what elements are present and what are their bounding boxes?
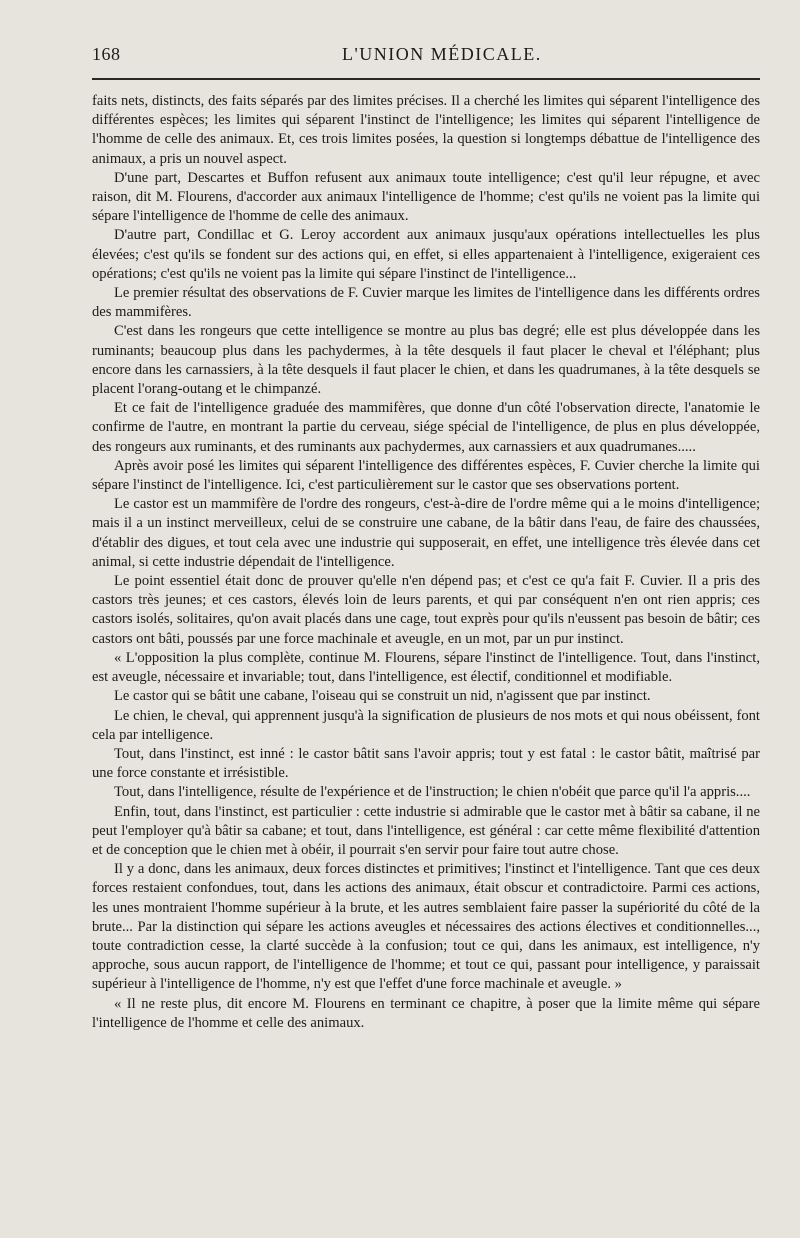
paragraph: Après avoir posé les limites qui séparent l'intelligence des différentes espèces, F. Cuvier cherche la limite qui sépare l'instinct de l'intelligence. Ici, c'est particulièrement sur le castor que ses observations portent. [92, 457, 760, 494]
journal-title: L'UNION MÉDICALE. [342, 44, 542, 64]
paragraph: D'autre part, Condillac et G. Leroy accordent aux animaux jusqu'aux opérations intellectuelles les plus élevées; c'est qu'ils se fondent sur des actions qui, en effet, si elles appartenaient à l'intelligence, exigeraient ces opérations; c'est qu'ils ne voient pas la limite qui sépare l'instinct de l'intelligence... [92, 227, 760, 282]
quote-paragraph: « Il ne reste plus, dit encore M. Flourens en terminant ce chapitre, à poser que la limite même qui sépare l'intelligence de l'homme et celle des animaux. [92, 995, 760, 1031]
quote-paragraph: « L'opposition la plus complète, continue M. Flourens, sépare l'instinct de l'intelligence. Tout, dans l'instinct, est aveugle, nécessaire et invariable; tout, dans l'intelligence, est électif, conditionnel et modifiable. [92, 649, 760, 686]
paragraph: Le premier résultat des observations de F. Cuvier marque les limites de l'intelligence dans les différents ordres des mammifères. [92, 285, 760, 321]
page-header [92, 38, 760, 68]
article-body [92, 92, 760, 1033]
paragraph: faits nets, distincts, des faits séparés par des limites précises. Il a cherché les limites qui séparent l'intelligence des différentes espèces; les limites qui séparent l'instinct de l'intelligence; les limites qui séparent l'intelligence de l'homme de celle des animaux. Et, ces trois limites posées, la question si longtemps débattue de l'intelligence des animaux, a pris un nouvel aspect. [92, 93, 760, 167]
page-number: 168 [92, 44, 121, 64]
paragraph: Le point essentiel était donc de prouver qu'elle n'en dépend pas; et c'est ce qu'a fait F. Cuvier. Il a pris des castors très jeunes; et ces castors, élevés loin de leurs parents, et qui par conséquent n'en ont rien appris; ces castors isolés, solitaires, qu'on avait placés dans une cage, tout exprès pour qu'ils n'eussent pas besoin de bâtir; ces castors ont bâti, poussés par une force machinale et aveugle, en un mot, par un pur instinct. [92, 573, 760, 647]
paragraph: D'une part, Descartes et Buffon refusent aux animaux toute intelligence; c'est qu'il leur répugne, et avec raison, dit M. Flourens, d'accorder aux animaux l'intelligence de l'homme; c'est qu'ils ne voient pas la limite qui sépare l'intelligence de l'homme de celle des animaux. [92, 169, 760, 225]
quote-paragraph: Tout, dans l'instinct, est inné : le castor bâtit sans l'avoir appris; tout y est fatal : le castor bâtit, maîtrisé par une force constante et irrésistible. [92, 745, 760, 782]
quote-paragraph: Tout, dans l'intelligence, résulte de l'expérience et de l'instruction; le chien n'obéit que parce qu'il l'a appris.... [114, 784, 751, 801]
quote-paragraph: Il y a donc, dans les animaux, deux forces distinctes et primitives; l'instinct et l'intelligence. Tant que ces deux forces restaient confondues, tout, dans les actions des animaux, était obscur et contradictoire. Parmi ces actions, les unes montraient l'homme supérieur à la brute, et les autres semblaient faire passer la supériorité du côté de la brute... Par la distinction qui sépare les actions aveugles et nécessaires des actions électives et conditionnelles..., toute contradiction cesse, la clarté succède à la confusion; tout ce qui, dans les animaux, est intelligence, n'y approche, sous aucun rapport, de l'intelligence de l'homme; et tout ce qui, passant pour intelligence, y paraissait supérieur à l'intelligence de l'homme, n'y est que l'effet d'une force machinale et aveugle. » [92, 861, 760, 993]
paragraph: Et ce fait de l'intelligence graduée des mammifères, que donne d'un côté l'observation directe, l'anatomie le confirme de l'autre, en montrant la partie du cerveau, siége spécial de l'intelligence, de plus en plus développée, des rongeurs aux ruminants, et des ruminants aux pachydermes, aux carnassiers et aux quadrumanes..... [92, 400, 760, 455]
quote-paragraph: Le chien, le cheval, qui apprennent jusqu'à la signification de plusieurs de nos mots et qui nous obéissent, font cela par intelligence. [92, 707, 760, 743]
paragraph: C'est dans les rongeurs que cette intelligence se montre au plus bas degré; elle est plus développée dans les ruminants; beaucoup plus dans les pachydermes, à la tête desquels il faut placer le cheval et l'éléphant; plus encore dans les carnassiers, à la tête desquels il faut placer le chien, et dans les quadrumanes, à la tête desquels se placent l'orang-outang et le chimpanzé. [92, 323, 760, 398]
header-rule [92, 78, 760, 80]
paragraph: Le castor est un mammifère de l'ordre des rongeurs, c'est-à-dire de l'ordre même qui a le moins d'intelligence; mais il a un instinct merveilleux, celui de se construire une cabane, de la bâtir dans l'eau, de faire des chaussées, d'établir des digues, et tout cela avec une industrie qui supposerait, en effet, une intelligence très élevée dans cet animal, si cette industrie dépendait de l'intelligence. [92, 496, 760, 570]
quote-paragraph: Enfin, tout, dans l'instinct, est particulier : cette industrie si admirable que le castor met à bâtir sa cabane, il ne peut l'employer qu'à bâtir sa cabane; et tout, dans l'intelligence, est général : car cette même flexibilité d'attention et de conception que le chien met à obéir, il pourrait s'en servir pour faire tout autre chose. [92, 803, 760, 858]
quote-paragraph: Le castor qui se bâtit une cabane, l'oiseau qui se construit un nid, n'agissent que par instinct. [114, 688, 651, 705]
